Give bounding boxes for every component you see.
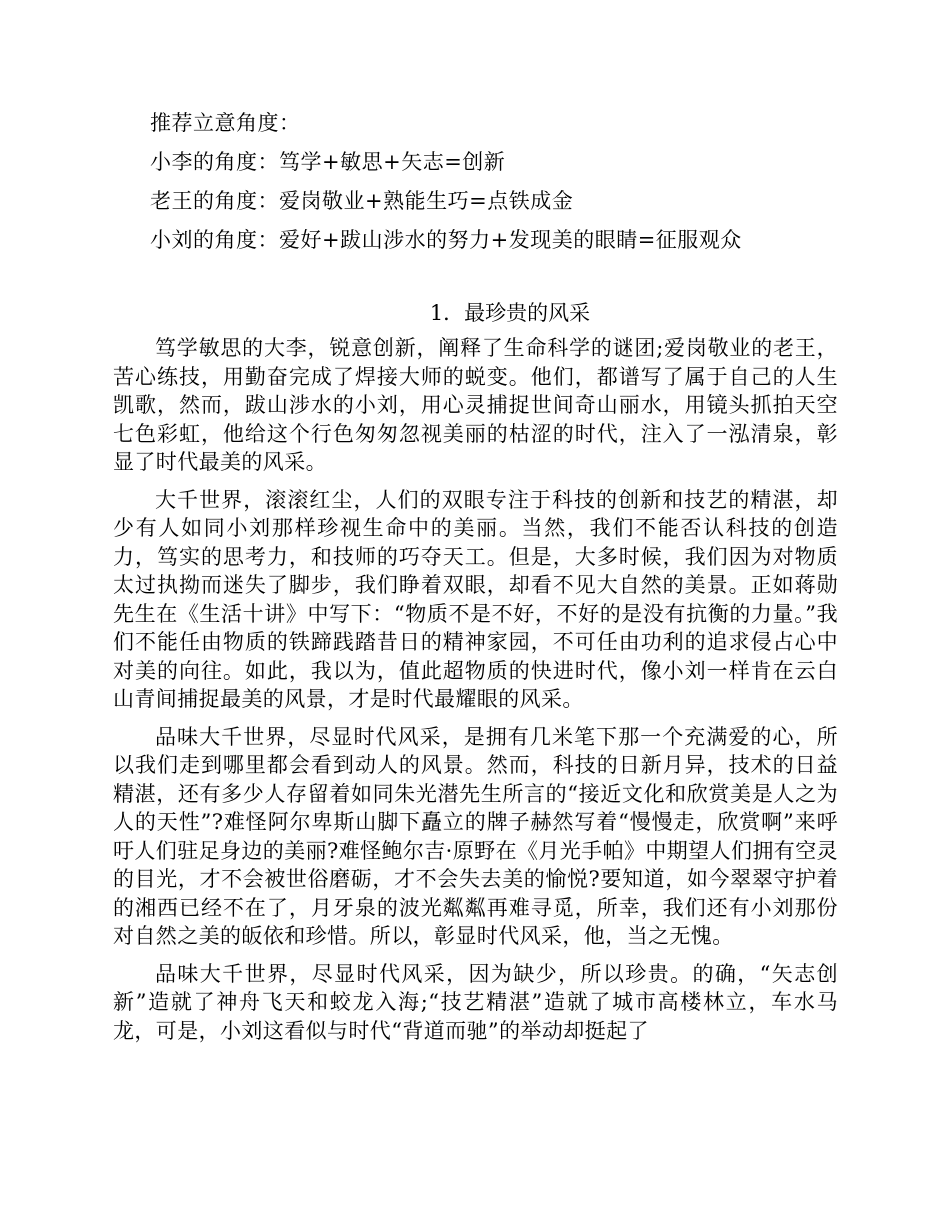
recommended-angles [150, 104, 870, 260]
essay-body [113, 334, 838, 1054]
essay-paragraph: 大千世界，滚滚红尘，人们的双眼专注于科技的创新和技艺的精湛，却少有人如同小刘那样珍视生命中的美丽。当然，我们不能否认科技的创造力，笃实的思考力，和技师的巧夺天工。但是，大多时候，我们因为对物质太过执拗而迷失了脚步，我们睁着双眼，却看不见大自然的美景。正如蒋勋先生在《生活十讲》中写下：“物质不是不好，不好的是没有抗衡的力量。”我们不能任由物质的铁蹄践踏昔日的精神家园，不可任由功利的追求侵占心中对美的向往。如此，我以为，值此超物质的快进时代，像小刘一样肯在云白山青间捕捉最美的风景，才是时代最耀眼的风采。 [113, 487, 838, 711]
essay-paragraph: 笃学敏思的大李，锐意创新，阐释了生命科学的谜团;爱岗敬业的老王，苦心练技，用勤奋完成了焊接大师的蜕变。他们，都谱写了属于自己的人生凯歌，然而，跋山涉水的小刘，用心灵捕捉世间奇山丽水，用镜头抓拍天空七色彩虹，他给这个行色匆匆忽视美丽的枯涩的时代，注入了一泓清泉，彰显了时代最美的风采。 [113, 336, 838, 474]
angles-heading: 推荐立意角度： [150, 111, 301, 135]
essay-title: 1．最珍贵的风采 [429, 301, 591, 325]
angle-item-laowang: 老王的角度：爱岗敬业+熟能生巧=点铁成金 [150, 189, 574, 213]
angle-item-xiaoliu: 小刘的角度：爱好+跋山涉水的努力+发现美的眼睛=征服观众 [150, 228, 742, 252]
angle-item-xiaoli: 小李的角度：笃学+敏思+矢志=创新 [150, 150, 506, 174]
essay-paragraph: 品味大千世界，尽显时代风采，因为缺少，所以珍贵。的确，“矢志创新”造就了神舟飞天和蛟龙入海;“技艺精湛”造就了城市高楼林立，车水马龙，可是，小刘这看似与时代“背道而驰”的举动却挺起了 [113, 961, 838, 1043]
essay-paragraph: 品味大千世界，尽显时代风采，是拥有几米笔下那一个充满爱的心，所以我们走到哪里都会看到动人的风景。然而，科技的日新月异，技术的日益精湛，还有多少人存留着如同朱光潜先生所言的“接近文化和欣赏美是人之为人的天性”?难怪阿尔卑斯山脚下矗立的牌子赫然写着“慢慢走，欣赏啊”来呼吁人们驻足身边的美丽?难怪鲍尔吉·原野在《月光手帕》中期望人们拥有空灵的目光，才不会被世俗磨砺，才不会失去美的愉悦?要知道，如今翠翠守护着的湘西已经不在了，月牙泉的波光粼粼再难寻觅，所幸，我们还有小刘那份对自然之美的皈依和珍惜。所以，彰显时代风采，他，当之无愧。 [113, 724, 838, 948]
